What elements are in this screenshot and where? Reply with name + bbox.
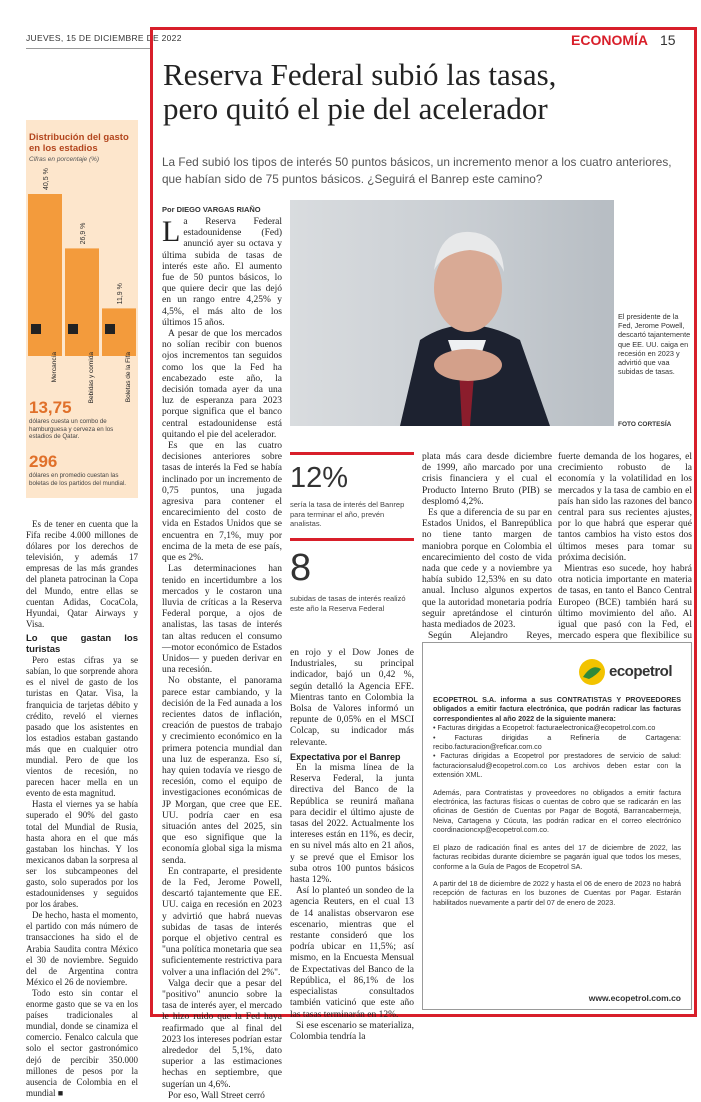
- bar-category-label: Boletas de la Fifa: [125, 352, 132, 403]
- ad-url[interactable]: www.ecopetrol.com.co: [588, 993, 681, 1003]
- left-paragraph: Es de tener en cuenta que la Fifa recibe 4.000 millones de dólares por los derechos de televisión, y además 17 empresas de las más grandes del planeta patrocinan la Copa del Mundo, entre ellas se cuentan Adidas, CocaCola, Hyundai, Qatar Airways y Visa.: [26, 519, 138, 629]
- body-paragraph: en rojo y el Dow Jones de Industriales, su principal indicador, bajó un 0,42 %, según detalló la Agencia EFE. Mientras tanto en Colombia la Bolsa de Valores informó un repunte de 0,05% en el MSCI Colcap, su indicador más relevante.: [290, 648, 414, 748]
- left-paragraph: De hecho, hasta el momento, el partido con más número de transacciones ha sido el de Arabia Saudita contra México el 30 de noviembre. Seguido del de Argentina contra México el 26 de noviembre.: [26, 910, 138, 987]
- section-name: ECONOMÍA: [571, 32, 648, 48]
- ad-paragraph: El plazo de radicación final es antes del 17 de diciembre de 2022, las facturas recibidas durante diciembre se pagarán igual que todos los meses, conforme a la Guía de Pagos de Ecopetrol SA.: [433, 842, 681, 871]
- ecopetrol-ad: [422, 642, 692, 1010]
- headline-line-1: Reserva Federal subió las tasas,: [163, 57, 557, 92]
- ad-paragraph: Además, para Contratistas y proveedores no obligados a emitir factura electrónica, las facturas físicas o cuentas de cobro que se radicarán en las oficinas de Gestión de Cuentas por Pagar de Bogotá, Barrancabermeja, Neiva, Cartagena y Cúcuta, las podrán radicar en el correo electrónico coordinacioncxp@ecopetrol.com.co.: [433, 787, 681, 835]
- bar-1: [65, 248, 99, 356]
- left-paragraph: Hasta el viernes ya se había superado el 90% del gasto total del Mundial de Rusia, hasta ahora en el que más gastaban los hinchas. Y los mexicanos daban la sorpresa al ser los subcampeones del gasto, solo superados por los estadounidenses y seguidos por los árabes.: [26, 799, 138, 910]
- stat-8-text: subidas de tasas de interés realizó este año la Reserva Federal: [290, 594, 406, 613]
- stat-combo-value: 13,75: [29, 398, 72, 417]
- ecopetrol-iguana-icon: [577, 657, 607, 687]
- bar-value-label: 26,9 %: [80, 222, 87, 245]
- sidebar-subtitle: Cifras en porcentaje (%): [29, 156, 100, 163]
- spending-bar-chart: [26, 166, 138, 406]
- stat-combo-text: dólares cuesta un combo de hamburguesa y cerveza en los estadios de Qatar.: [29, 418, 114, 440]
- body-paragraph: Las determinaciones han tenido en incertidumbre a los mercados y le costaron una lluvia de críticas a la Reserva Federal porque, a ojos de analistas, las tasas de interés tan altas reducen el consumo —motor económico de Estados Unidos— y pueden derivar en una recesión.: [162, 564, 282, 676]
- drop-cap: L: [162, 215, 181, 248]
- ad-bullet: • Facturas dirigidas a Ecopetrol: facturaelectronica@ecopetrol.com.co: [433, 723, 656, 733]
- byline: Por DIEGO VARGAS RIAÑO: [162, 205, 261, 214]
- article-column-3: [422, 452, 552, 642]
- bar-category-label: Bebidas y comida: [88, 352, 95, 404]
- header-rule: [26, 48, 150, 49]
- left-paragraph: Todo esto sin contar el enorme gasto que se va en los países tradicionales al mundial, donde se cinamiza el comercio. Fenalco calcula que solo el sector gastronómico dejó de percibir 350.000 millones de pesos por la ausencia de Colombia en el mundial ■: [26, 987, 138, 1098]
- left-subheading: Lo que gastan los turistas: [26, 632, 138, 656]
- article-column-4: [558, 452, 692, 642]
- left-column: [26, 519, 138, 1099]
- article-column-1: [162, 215, 282, 1101]
- banrep-subheading: Expectativa por el Banrep: [290, 751, 401, 762]
- ad-paragraph: ECOPETROL S.A. informa a sus CONTRATISTAS Y PROVEEDORES obligados a emitir factura electrónica, que podrán radicar las facturas correspondientes al año 2022 de la siguiente manera:: [433, 695, 681, 723]
- powell-photo: [290, 200, 614, 426]
- body-paragraph: Por eso, Wall Street cerró: [168, 1090, 265, 1101]
- deck: La Fed subió los tipos de interés 50 puntos básicos, un incremento menor a los cuatro anteriores, que habían sido de 75 puntos básicos. ¿Seguirá el Banrep este camino?: [162, 155, 672, 186]
- bar-value-label: 11,9 %: [117, 283, 124, 305]
- ticket-icon: [105, 324, 115, 334]
- body-paragraph: Así lo planteó un sondeo de la agencia Reuters, en el cual 13 de 14 analistas observaron ese escenario, mientras que el restante consideró que los podría ubicar en 11,5%; así mismo, en la Encuesta Mensual de Expectativas del Banco de la República, el 86,1% de los especialistas consultados también vaticinó que este año las tasas terminarán en 12%.: [290, 886, 414, 1020]
- shirt-icon: [31, 324, 41, 334]
- stat-rule-1: [290, 452, 414, 455]
- stat-12-text: sería la tasa de interés del Banrep para terminar el año, prevén analistas.: [290, 500, 405, 528]
- body-paragraph: Según Alejandro Reyes,: [428, 631, 552, 642]
- headline-line-2: pero quitó el pie del acelerador: [163, 91, 548, 126]
- photo-caption: El presidente de la Fed, Jerome Powell, descartó tajantemente que EE. UU. caiga en recesión en 2023 y advirtió que vaa subidas de tasas.: [618, 312, 691, 377]
- lead-paragraph: [162, 217, 282, 329]
- photo-credit: FOTO CORTESÍA: [618, 421, 672, 428]
- bar-value-label: 40,5 %: [43, 168, 50, 190]
- person-photo-icon: [290, 200, 614, 426]
- stat-8-value: 8: [290, 547, 312, 589]
- body-paragraph: No obstante, el panorama parece estar cambiando, y la decisión de la Fed aunada a los recientes datos de inflación, creación de puestos de trabajo y crecimiento económico en la primera potencia mundial dan una luz de esperanza. Eso sí, hay quien todavía ve riesgo de recesión, como el equipo de investigaciones económicas de JP Morgan, que cree que EE. UU. podría caer en esa situación antes del 2025, sin que eso signifique que la economía global siga la misma senda.: [162, 676, 282, 866]
- body-paragraph: Valga decir que a pesar del "positivo" anuncio sobre la tasa de interés ayer, el mercado le hizo ruido que la Fed haya reafirmado que al final del 2023 los intereses podrían estar alrededor del 5,1%, dato superior a las estimaciones hechas en septiembre, que sugerían un 4,6%.: [162, 978, 282, 1090]
- body-paragraph: Es que a diferencia de su par en Estados Unidos, el Banrepública no tiene tanto margen de maniobra porque en Colombia el encarecimiento del costo de vida nada que cede y a noviembre ya había subido 12,53% en su dato anual. Incluso algunos expertos que la autoridad monetaria podría seguir apretándose el cinturón hasta mediados de 2023.: [422, 508, 552, 631]
- body-paragraph: plata más cara desde diciembre de 1999, año marcado por una crisis financiera y el cual el Producto Interno Bruto (PIB) se desplomó 4,2%.: [422, 452, 552, 507]
- bar-category-label: Mercancía: [51, 352, 58, 383]
- article-column-2: [290, 648, 414, 1042]
- stat-12-value: 12%: [290, 462, 349, 494]
- body-paragraph: Es que en las cuatro decisiones anteriores sobre tasas de interés la Fed se había inclinado por un incremento de 0,75 puntos, una jugada agresiva para contener el encarecimiento del costo de vida en Estados Unidos que se encuentra en 7,1%, muy por encima de la meta de ese país, que es 2%.: [162, 441, 282, 564]
- stat-tickets-text: dólares en promedio cuestan las boletas de los partidos del mundial.: [29, 472, 126, 487]
- stat-tickets-value: 296: [29, 452, 58, 471]
- ad-bullet: • Facturas dirigidas a Ecopetrol por prestadores de servicio de salud: facturacionsalud@ecopetrol.com.co Los archivos deben estar con la extensión XML.: [433, 751, 681, 780]
- body-paragraph: En contraparte, el presidente de la Fed, Jerome Powell, descartó tajantemente que EE. UU. caiga en recesión en 2023 y advirtió que habrá nuevas subidas de tasas de interés porque el objetivo central es "una política monetaria que sea suficientemente restrictiva para volver a una inflación del 2%".: [162, 866, 282, 978]
- body-paragraph: En la misma línea de la Reserva Federal, la junta directiva del Banco de la República se reunirá mañana para decidir el último ajuste de tasas del 2022. Actualmente los intereses están en 11%, es decir, en su nivel más alto en 21 años, y se prevé que el Emisor los suba otros 100 puntos básicos hasta 12%.: [290, 763, 414, 886]
- body-paragraph: fuerte demanda de los hogares, el crecimiento robusto de la economía y la volatilidad en los mercados y la tasa de cambio en el país han sido las razones del banco central para sus recientes ajustes, por lo que habrá que esperar qué tantos cambios ha visto estos dos últimos meses para tomar su próxima decisión.: [558, 452, 692, 563]
- sidebar-infographic: [26, 120, 138, 498]
- body-paragraph: Si ese escenario se materializa, Colombia tendría la: [290, 1020, 414, 1042]
- body-paragraph: A pesar de que los mercados no solían recibir con buenos ojos incrementos tan seguidos como los que la Fed ha encabezado este año, la decisión tomada ayer da una luz de esperanza para 2023 porque significa que el banco central estadounidense está quitando el pie del acelerador.: [162, 329, 282, 440]
- ad-logo-area: [433, 649, 681, 695]
- lead-text: a Reserva Federal estadounidense (Fed) anunció ayer su octava y última subida de tasas de interés este año. El aumento fue de 50 puntos básicos, lo que quiere decir que las dejó en un rango entre 4,25% y 4,5%, el más alto de los últimos 15 años.: [162, 217, 282, 328]
- ad-logo: ecopetrol: [609, 663, 673, 680]
- ad-bullet: • Facturas dirigidas a Refinería de Cartagena: recibo.facturacion@reficar.com.co: [433, 732, 681, 752]
- stat-rule-2: [290, 538, 414, 541]
- sidebar-title: Distribución del gasto en los estadios: [29, 132, 129, 154]
- body-paragraph: Mientras eso sucede, hoy habrá otra noticia importante en materia de tasas, en tanto el Banco Central Europeo (BCE) también hará su último movimiento del año. Al igual que pasó con la Fed, el mercado espera que flexibilice su: [558, 564, 692, 642]
- page-number: 15: [660, 32, 676, 48]
- page-date: JUEVES, 15 DE DICIEMBRE DE 2022: [26, 33, 182, 43]
- ad-paragraph: A partir del 18 de diciembre de 2022 y hasta el 06 de enero de 2023 no habrá recepción de facturas en los buzones de Cuentas por Pagar. Estarán habilitados nuevamente a partir del 07 de enero de 2023.: [433, 878, 681, 907]
- drink-icon: [68, 324, 78, 334]
- left-paragraph: Pero estas cifras ya se sabían, lo que sorprende ahora es el nivel de gasto de los turistas en Qatar. Visa, la franquicia de tarjetas débito y crédito, reveló el viernes pasado que los asistentes en los estadios estaban gastando más que en cualquier otro mundial. Pero de que los vientos de recesión, no parecen hacer mella en un evento de esta magnitud.: [26, 655, 138, 799]
